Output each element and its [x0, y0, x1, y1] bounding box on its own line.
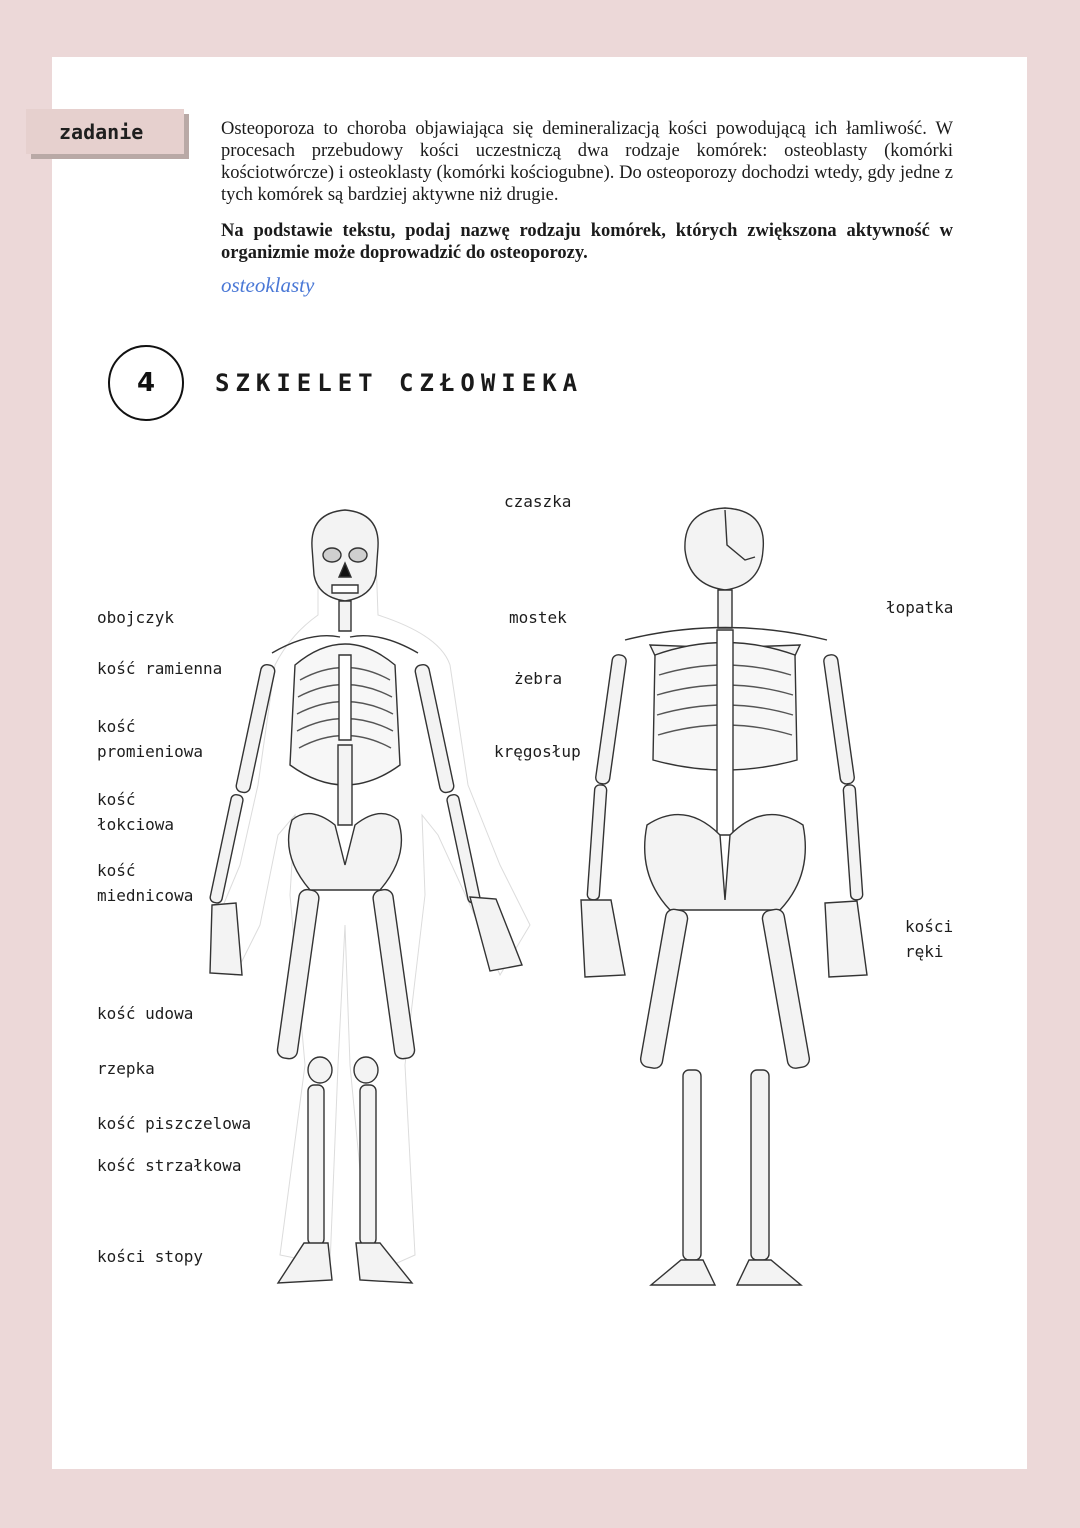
hand-back-right	[825, 901, 867, 977]
label-zebra: żebra	[514, 669, 563, 688]
cervical-spine-back	[718, 590, 732, 628]
femur-left	[276, 889, 319, 1060]
label-kosc-promieniowa-line2: promieniowa	[97, 742, 203, 761]
task-tag: zadanie	[26, 109, 184, 154]
label-kosc-miednicowa-line1: kość	[97, 861, 136, 880]
sternum	[339, 655, 351, 740]
humerus-left	[235, 664, 276, 794]
tibia-right	[360, 1085, 376, 1245]
label-czaszka: czaszka	[504, 492, 572, 511]
humerus-back-left	[595, 654, 627, 785]
femur-back-right	[761, 908, 810, 1069]
lumbar-spine	[338, 745, 352, 825]
hand-back-left	[581, 900, 625, 977]
tibia-left	[308, 1085, 324, 1245]
hand-right	[470, 897, 522, 971]
label-kosc-udowa: kość udowa	[97, 1004, 194, 1023]
skull-back	[685, 508, 763, 590]
label-kosc-lokciowa-line2: łokciowa	[97, 815, 175, 834]
cervical-spine	[339, 601, 351, 631]
teeth	[332, 585, 358, 593]
label-kosc-strzalkowa: kość strzałkowa	[97, 1156, 242, 1175]
foot-back-right	[737, 1260, 801, 1285]
label-kosci-reki-line1: kości	[905, 917, 954, 936]
tibia-back-left	[683, 1070, 701, 1260]
section-title: SZKIELET CZŁOWIEKA	[215, 369, 584, 397]
label-kosci-reki-line2: ręki	[905, 942, 944, 961]
label-kosc-lokciowa-line1: kość	[97, 790, 136, 809]
label-lopatka: łopatka	[886, 598, 954, 617]
patella-left	[308, 1057, 332, 1083]
foot-left	[278, 1243, 332, 1283]
task-paragraph: Osteoporoza to choroba objawiająca się demineralizacją kości powodującą ich łamliwość. W procesach przebudowy kości uczestniczą dwa rodzaje komórek: osteoblasty (komórki kościotwórcze) i osteoklasty (komórki kościogubne). Do osteoporozy dochodzi wtedy, gdy jedne z tych komórek są bardziej aktywne niż drugie.	[221, 119, 953, 205]
skeleton-front-illustration	[200, 505, 545, 1290]
humerus-back-right	[823, 654, 855, 785]
forearm-right	[446, 794, 481, 904]
forearm-back-left	[587, 785, 607, 901]
patella-right	[354, 1057, 378, 1083]
label-kosc-miednicowa-line2: miednicowa	[97, 886, 194, 905]
foot-right	[356, 1243, 412, 1283]
skeleton-back-illustration	[575, 505, 895, 1290]
humerus-right	[414, 664, 455, 794]
label-kosci-stopy: kości stopy	[97, 1247, 203, 1266]
label-kosc-piszczelowa: kość piszczelowa	[97, 1114, 252, 1133]
femur-back-left	[639, 908, 688, 1069]
tibia-back-right	[751, 1070, 769, 1260]
task-block	[221, 118, 953, 296]
section-number-badge: 4	[108, 345, 184, 421]
femur-right	[372, 889, 415, 1060]
label-kosc-ramienna: kość ramienna	[97, 659, 223, 678]
label-mostek: mostek	[509, 608, 567, 627]
spine-back	[717, 630, 733, 835]
label-rzepka: rzepka	[97, 1059, 155, 1078]
eye-socket-right	[349, 548, 367, 562]
hand-left	[210, 903, 242, 975]
label-kosc-promieniowa-line1: kość	[97, 717, 136, 736]
forearm-left	[209, 794, 244, 904]
label-obojczyk: obojczyk	[97, 608, 175, 627]
task-question: Na podstawie tekstu, podaj nazwę rodzaju komórek, których zwiększona aktywność w organizmie może doprowadzić do osteoporozy.	[221, 221, 953, 263]
eye-socket-left	[323, 548, 341, 562]
forearm-back-right	[843, 785, 863, 901]
task-answer: osteoklasty	[221, 273, 315, 297]
foot-back-left	[651, 1260, 715, 1285]
label-kregoslup: kręgosłup	[494, 742, 581, 761]
